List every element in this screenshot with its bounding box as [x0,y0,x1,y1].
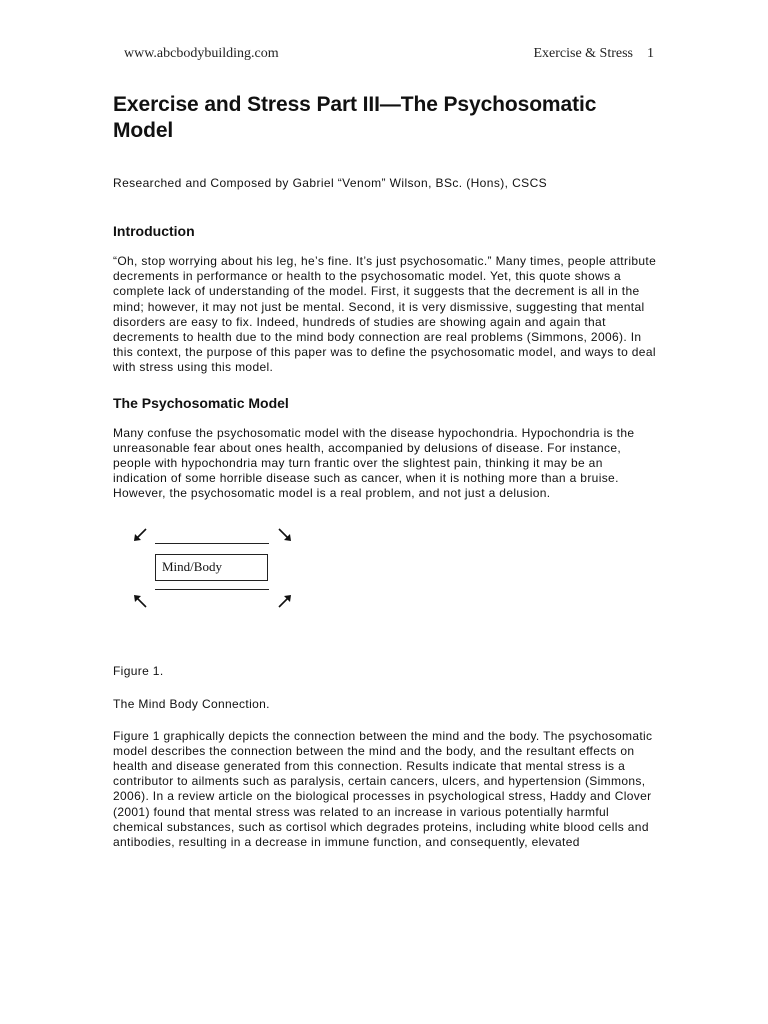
model-section-heading: The Psychosomatic Model [113,394,289,411]
introduction-paragraph: “Oh, stop worrying about his leg, he’s fine. It’s just psychosomatic.” Many times, people attribute decrements in performance or health to the psychosomatic model. Yet, this quote shows a complete lack of understanding of the model. First, it suggests that the decrement is all in the mind; however, it may not just be mental. Second, it is very dismissive, suggesting that mental disorders are easy to fix. Indeed, hundreds of studies are showing again and again that decrements to health due to the mind body connection are real problems (Simmons, 2006). In this context, the purpose of this paper was to define the psychosomatic model, and ways to deal with stress using this model. [113,254,657,375]
document-title: Exercise and Stress Part III—The Psychosomatic Model [113,93,597,142]
arrow-down-right-icon [278,528,292,542]
arrow-up-left-icon [133,594,147,608]
diagram-top-line [155,543,269,544]
figure-caption: Figure 1. [113,663,164,678]
introduction-heading: Introduction [113,223,195,239]
closing-paragraph: Figure 1 graphically depicts the connection between the mind and the body. The psychosomatic model describes the connection between the mind and the body, and the resultant effects on health and disease generated from this connection. Results indicate that mental stress is a contributor to ailments such as paralysis, certain cancers, ulcers, and hypertension (Simmons, 2006). In a review article on the biological processes in psychological stress, Haddy and Clover (2001) found that mental stress was related to an increase in various potentially harmful chemical substances, such as cortisol which degrades proteins, including white blood cells and antibodies, resulting in a decrease in immune function, and consequently, elevated [113,728,653,850]
byline: Researched and Composed by Gabriel “Venom” Wilson, BSc. (Hons), CSCS [113,176,548,190]
mind-body-box [155,554,268,581]
header-section-title: Exercise & Stress [533,46,633,61]
document-body [113,92,658,850]
arrow-up-right-icon [278,594,292,608]
diagram-bottom-line [155,589,269,590]
mind-body-diagram [113,526,413,612]
figure-description: The Mind Body Connection. [113,696,270,711]
model-section-paragraph: Many confuse the psychosomatic model with the disease hypochondria. Hypochondria is the unreasonable fear about ones health, accompanied by delusions of disease. For instance, people with hypochondria may turn frantic over the slightest pain, thinking it may be an indication of some horrible disease such as cancer, when it is nothing more than a bruise. However, the psychosomatic model is a real problem, and not just a delusion. [113,425,635,501]
mind-body-label: Mind/Body [162,558,222,574]
header-site-url: www.abcbodybuilding.com [124,46,279,61]
arrow-down-left-icon [133,528,147,542]
page-number: 1 [647,46,654,61]
header-running-title [533,46,654,62]
